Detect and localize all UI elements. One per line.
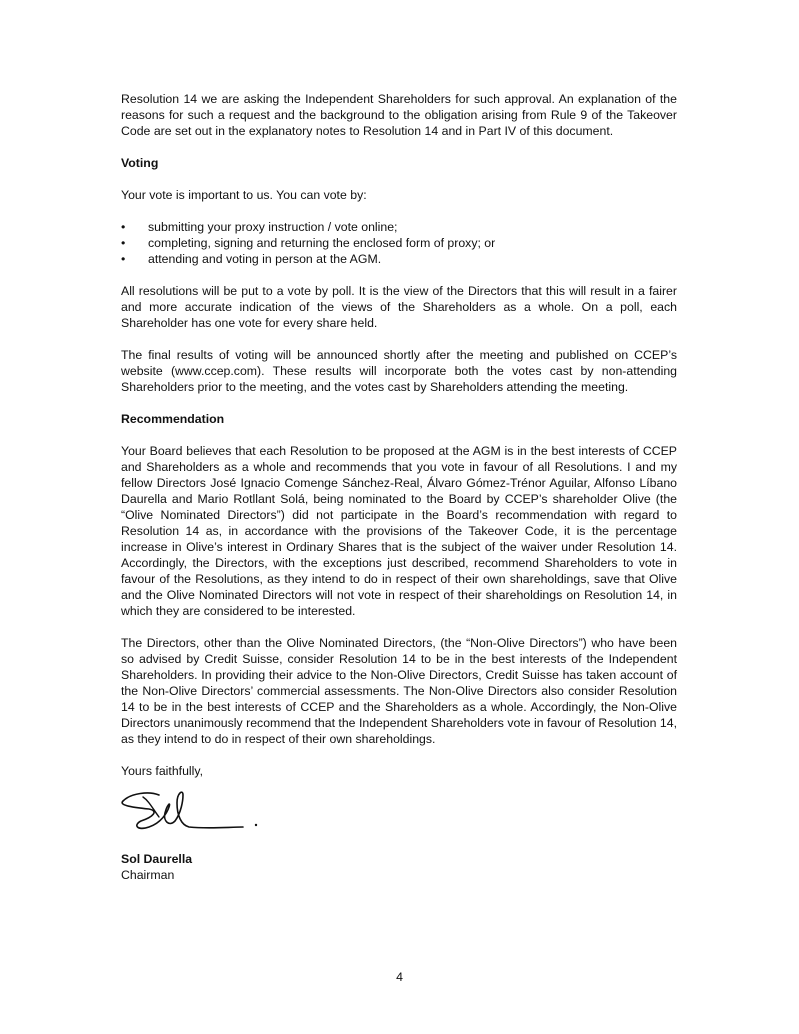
signature-icon bbox=[119, 787, 269, 837]
page-number: 4 bbox=[396, 970, 403, 984]
board-recommendation-paragraph: Your Board believes that each Resolution to be proposed at the AGM is in the best interests of CCEP and Shareholders as a whole and recommends that you vote in favour of all Resolutions. I and my fellow Directors José Ignacio Comenge Sánchez-Real, Álvaro Gómez-Trénor Aguilar, Alfonso Líbano Daurella and Mario Rotllant Solá, being nominated to the Board by CCEP’s shareholder Olive (the “Olive Nominated Directors”) did not participate in the Board’s recommendation with regard to Resolution 14 as, in accordance with the provisions of the Takeover Code, it is the percentage increase in Olive’s interest in Ordinary Shares that is the subject of the waiver under Resolution 14. Accordingly, the Directors, with the exceptions just described, recommend Shareholders to vote in favour of the Resolutions, as they intend to do in respect of their own shareholdings, save that Olive and the Olive Nominated Directors will not vote in respect of their shareholdings on Resolution 14, in which they are considered to be interested. bbox=[121, 444, 677, 618]
bullet-icon: • bbox=[121, 252, 126, 266]
poll-paragraph: All resolutions will be put to a vote by poll. It is the view of the Directors that this will result in a fairer and more accurate indication of the views of the Shareholders as a whole. On a poll, each Shareholder has one vote for every share held. bbox=[121, 284, 677, 330]
signer-title: Chairman bbox=[121, 868, 175, 882]
list-item bbox=[121, 219, 677, 235]
voting-heading: Voting bbox=[121, 156, 159, 170]
intro-paragraph: Resolution 14 we are asking the Independent Shareholders for such approval. An explanation of the reasons for such a request and the background to the obligation arising from Rule 9 of the Takeover Code are set out in the explanatory notes to Resolution 14 and in Part IV of this document. bbox=[121, 92, 677, 138]
bullet-icon: • bbox=[121, 220, 126, 234]
voting-option-text: attending and voting in person at the AGM. bbox=[148, 252, 382, 266]
results-paragraph: The final results of voting will be announced shortly after the meeting and published on CCEP’s website (www.ccep.com). These results will incorporate both the votes cast by non-attending Shareholders prior to the meeting, and the votes cast by Shareholders attending the meeting. bbox=[121, 348, 677, 394]
recommendation-heading: Recommendation bbox=[121, 412, 225, 426]
voting-option-text: submitting your proxy instruction / vote online; bbox=[148, 220, 398, 234]
signoff: Yours faithfully, bbox=[121, 764, 204, 778]
list-item bbox=[121, 251, 677, 267]
non-olive-directors-paragraph: The Directors, other than the Olive Nominated Directors, (the “Non-Olive Directors”) who have been so advised by Credit Suisse, consider Resolution 14 to be in the best interests of the Independent Shareholders. In providing their advice to the Non-Olive Directors, Credit Suisse has taken account of the Non-Olive Directors’ commercial assessments. The Non-Olive Directors also consider Resolution 14 to be in the best interests of CCEP and the Shareholders as a whole. Accordingly, the Non-Olive Directors unanimously recommend that the Independent Shareholders vote in favour of Resolution 14, as they intend to do in respect of their own shareholdings. bbox=[121, 636, 677, 746]
signer-name: Sol Daurella bbox=[121, 852, 193, 866]
document-page bbox=[121, 91, 677, 883]
list-item bbox=[121, 235, 677, 251]
voting-option-text: completing, signing and returning the enclosed form of proxy; or bbox=[148, 236, 496, 250]
bullet-icon: • bbox=[121, 236, 126, 250]
voting-options-list bbox=[121, 219, 677, 267]
voting-lead: Your vote is important to us. You can vote by: bbox=[121, 188, 367, 202]
